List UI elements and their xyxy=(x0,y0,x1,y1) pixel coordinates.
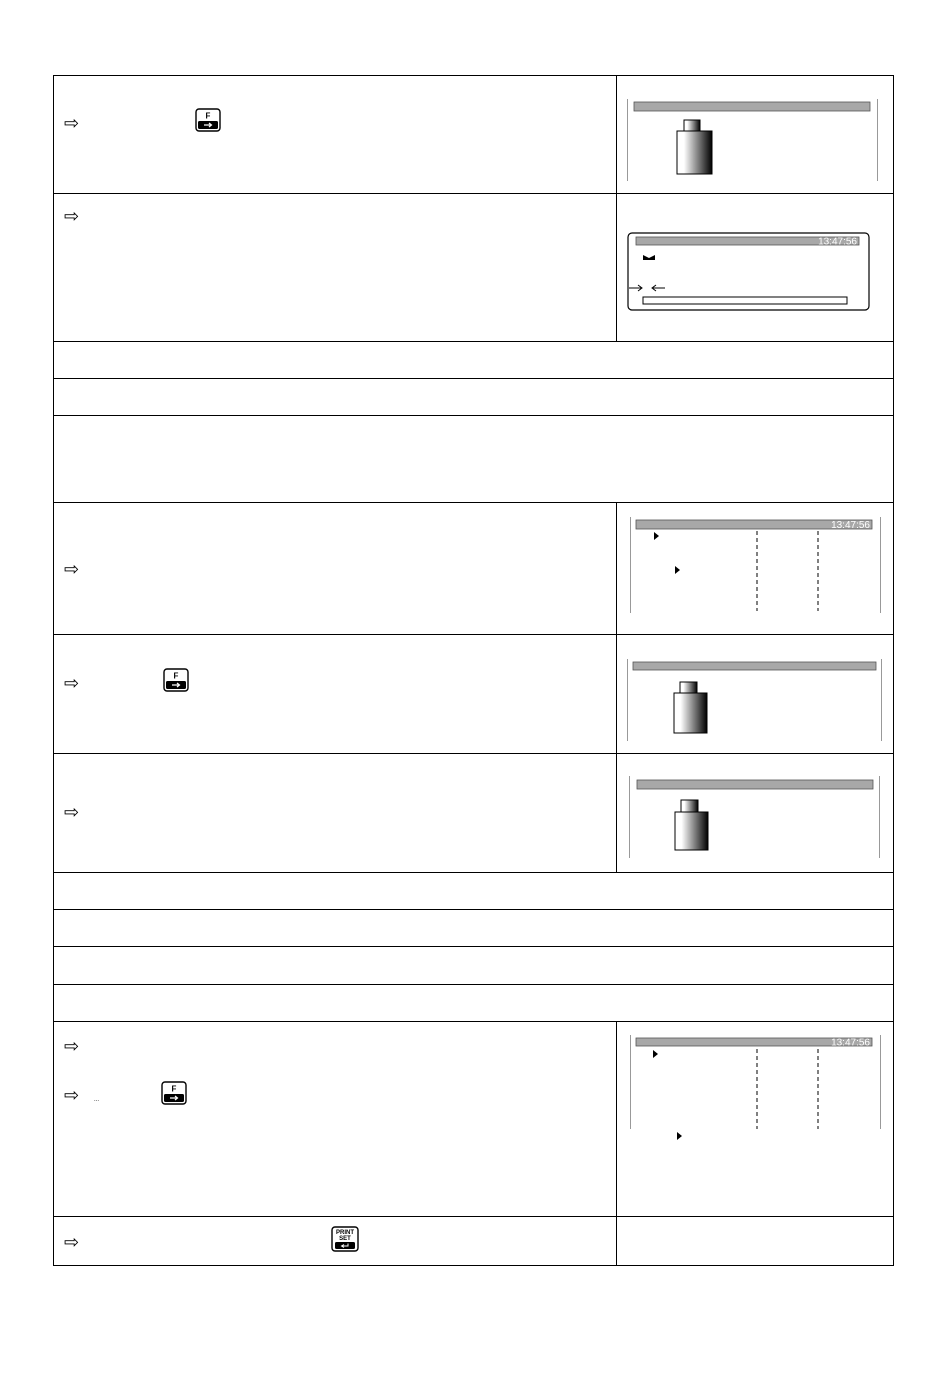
weight-display xyxy=(629,776,881,858)
row-line xyxy=(54,415,894,416)
row-line xyxy=(54,1216,894,1217)
weight-display xyxy=(627,659,883,741)
row-line xyxy=(54,378,894,379)
weight-icon xyxy=(675,800,708,850)
row-line xyxy=(54,753,894,754)
f-key-label: F xyxy=(171,1084,177,1094)
right-arrow-icon: ⇨ xyxy=(64,1232,80,1252)
cursor-icon xyxy=(654,532,659,540)
print-key-label: PRINT xyxy=(336,1230,354,1236)
row-line xyxy=(54,193,894,194)
column-divider-bottom xyxy=(616,1022,617,1266)
weighing-display xyxy=(627,232,871,312)
right-arrow-icon: ⇨ xyxy=(64,113,80,133)
row-line xyxy=(54,634,894,635)
column-divider-top xyxy=(616,76,617,342)
menu-display xyxy=(630,517,882,613)
row-line xyxy=(54,909,894,910)
f-key-label: F xyxy=(205,111,211,121)
row-line xyxy=(54,502,894,503)
right-arrow-icon: ⇨ xyxy=(64,1036,80,1056)
row-line xyxy=(54,984,894,985)
clock-readout: 13:47:56 xyxy=(831,520,870,531)
column-divider-middle xyxy=(616,503,617,873)
row-line xyxy=(54,872,894,873)
weight-icon xyxy=(677,120,712,174)
right-arrow-icon: ⇨ xyxy=(64,673,80,693)
f-key-icon xyxy=(195,108,221,132)
right-arrow-icon: ⇨ xyxy=(64,206,80,226)
small-mark: ... xyxy=(94,1097,100,1103)
row-line xyxy=(54,1021,894,1022)
right-arrow-icon: ⇨ xyxy=(64,559,80,579)
cursor-icon xyxy=(653,1050,658,1058)
f-key-label: F xyxy=(173,671,179,681)
print-set-key-icon xyxy=(331,1226,359,1252)
right-arrow-icon: ⇨ xyxy=(64,802,80,822)
cursor-icon xyxy=(677,1132,682,1140)
f-key-icon xyxy=(161,1081,187,1105)
f-key-icon xyxy=(163,668,189,692)
cursor-icon xyxy=(675,566,680,574)
right-arrow-icon: ⇨ xyxy=(64,1085,80,1105)
row-line xyxy=(54,341,894,342)
clock-readout: 13:47:56 xyxy=(831,1037,870,1049)
row-line xyxy=(54,946,894,947)
set-key-label: SET xyxy=(339,1236,351,1242)
weight-icon xyxy=(674,682,707,733)
menu-display xyxy=(630,1035,882,1147)
clock-readout: 13:47:56 xyxy=(818,236,857,248)
weight-display xyxy=(627,99,879,181)
